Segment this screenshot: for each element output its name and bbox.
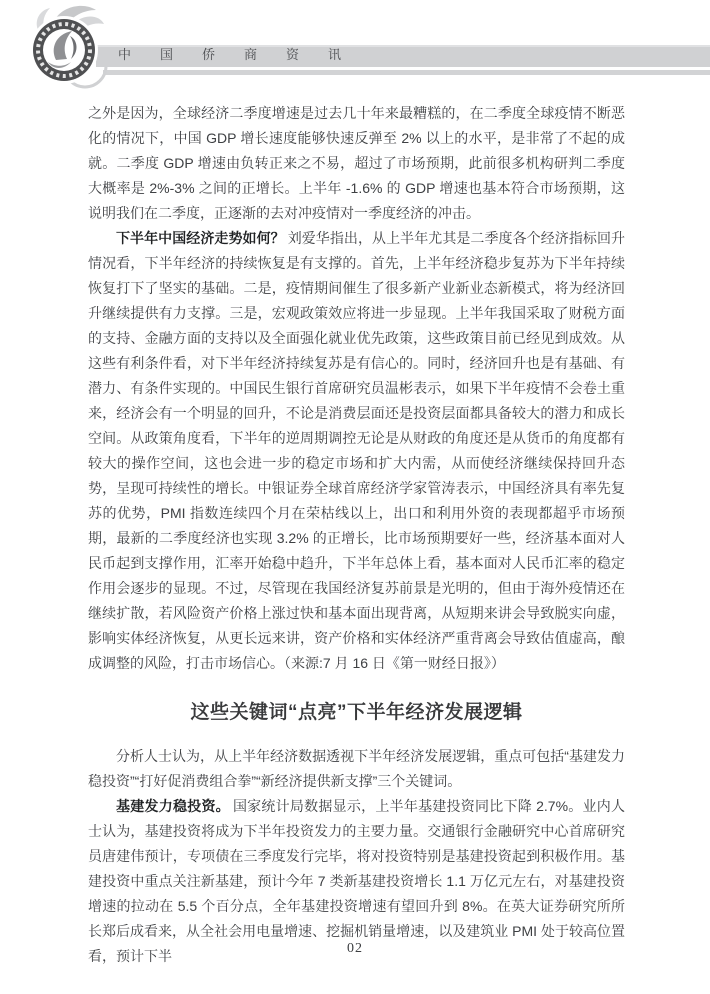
article-content [88,101,625,969]
site-title: 中国侨商资讯 [118,47,371,62]
header-banner-accent-bar [103,70,710,75]
paragraph-continuation [88,101,625,226]
logo-seal-graphic [26,4,108,94]
paragraph [88,744,625,794]
article-title: 这些关键词“点亮”下半年经济发展逻辑 [190,702,523,723]
paragraph-text: 之外是因为，全球经济二季度增速是过去几十年来最糟糕的，在二季度全球疫情不断恶化的情况下，中国 GDP 增长速度能够快速反弹至 2% 以上的水平，是非常了不起的成就。二季度 GDP 增速由负转正来之不易，超过了市场预期，此前很多机构研判二季度大概率是 2%-3% 之间的正增长。上半年 -1.6% 的 GDP 增速也基本符合市场预期，这说明我们在二季度，正逐渐的去对冲疫情对一季度经济的冲击。 [88,105,625,221]
paragraph [88,226,625,676]
paragraph-text: 国家统计局数据显示，上半年基建投资同比下降 2.7%。业内人士认为，基建投资将成为下半年投资发力的主要力量。交通银行金融研究中心首席研究员唐建伟预计，专项债在三季度发行完毕，将对投资特别是基建投资起到积极作用。基建投资中重点关注新基建，预计今年 7 类新基建投资增长 1.1 万亿元左右，对基建投资增速的拉动在 5.5 个百分点，全年基建投资增速有望回升到 8%。在英大证券研究所所长郑后成看来，从全社会用电量增速、挖掘机销量增速，以及建筑业 PMI 处于较高位置看，预计下半 [88,798,625,964]
paragraph-text: 刘爱华指出，从上半年尤其是二季度各个经济指标回升情况看，下半年经济的持续恢复是有支撑的。首先，上半年经济稳步复苏为下半年持续恢复打下了坚实的基础。二是，疫情期间催生了很多新产业新业态新模式，将为经济回升继续提供有力支撑。三是，宏观政策效应将进一步显现。上半年我国采取了财税方面的支持、金融方面的支持以及全面强化就业优先政策，这些政策目前已经见到成效。从这些有利条件看，对下半年经济持续复苏是有信心的。同时，经济回升也是有基础、有潜力、有条件实现的。中国民生银行首席研究员温彬表示，如果下半年疫情不会卷土重来，经济会有一个明显的回升，不论是消费层面还是投资层面都具备较大的潜力和成长空间。从政策角度看，下半年的逆周期调控无论是从财政的角度还是从货币的角度都有较大的操作空间，这也会进一步的稳定市场和扩大内需，从而使经济继续保持回升态势，呈现可持续性的增长。中银证券全球首席经济学家管涛表示，中国经济具有率先复苏的优势，PMI 指数连续四个月在荣枯线以上，出口和利用外资的表现都超乎市场预期，最新的二季度经济也实现 3.2% 的正增长，比市场预期要好一些，经济基本面对人民币起到支撑作用，汇率开始稳中趋升，下半年总体上看，基本面对人民币汇率的稳定作用会逐步的显现。不过，尽管现在我国经济复苏前景是光明的，但由于海外疫情还在继续扩散，若风险资产价格上涨过快和基本面出现背离，从短期来讲会导致脱实向虚，影响实体经济恢复，从更长远来讲，资产价格和实体经济严重背离会导致估值虚高，酿成调整的风险，打击市场信心。（来源:7 月 16 日《第一财经日报》） [88,230,626,671]
logo-seal-icon [26,4,108,94]
paragraph-lead-question: 下半年中国经济走势如何？ [116,230,285,246]
page-number: 02 [347,941,363,956]
paragraph-text: 分析人士认为，从上半年经济数据透视下半年经济发展逻辑，重点可包括“基建发力稳投资”“打好促消费组合拳”“新经济提供新支撑”三个关键词。 [88,748,625,789]
paragraph-lead-keyword: 基建发力稳投资。 [116,798,230,814]
